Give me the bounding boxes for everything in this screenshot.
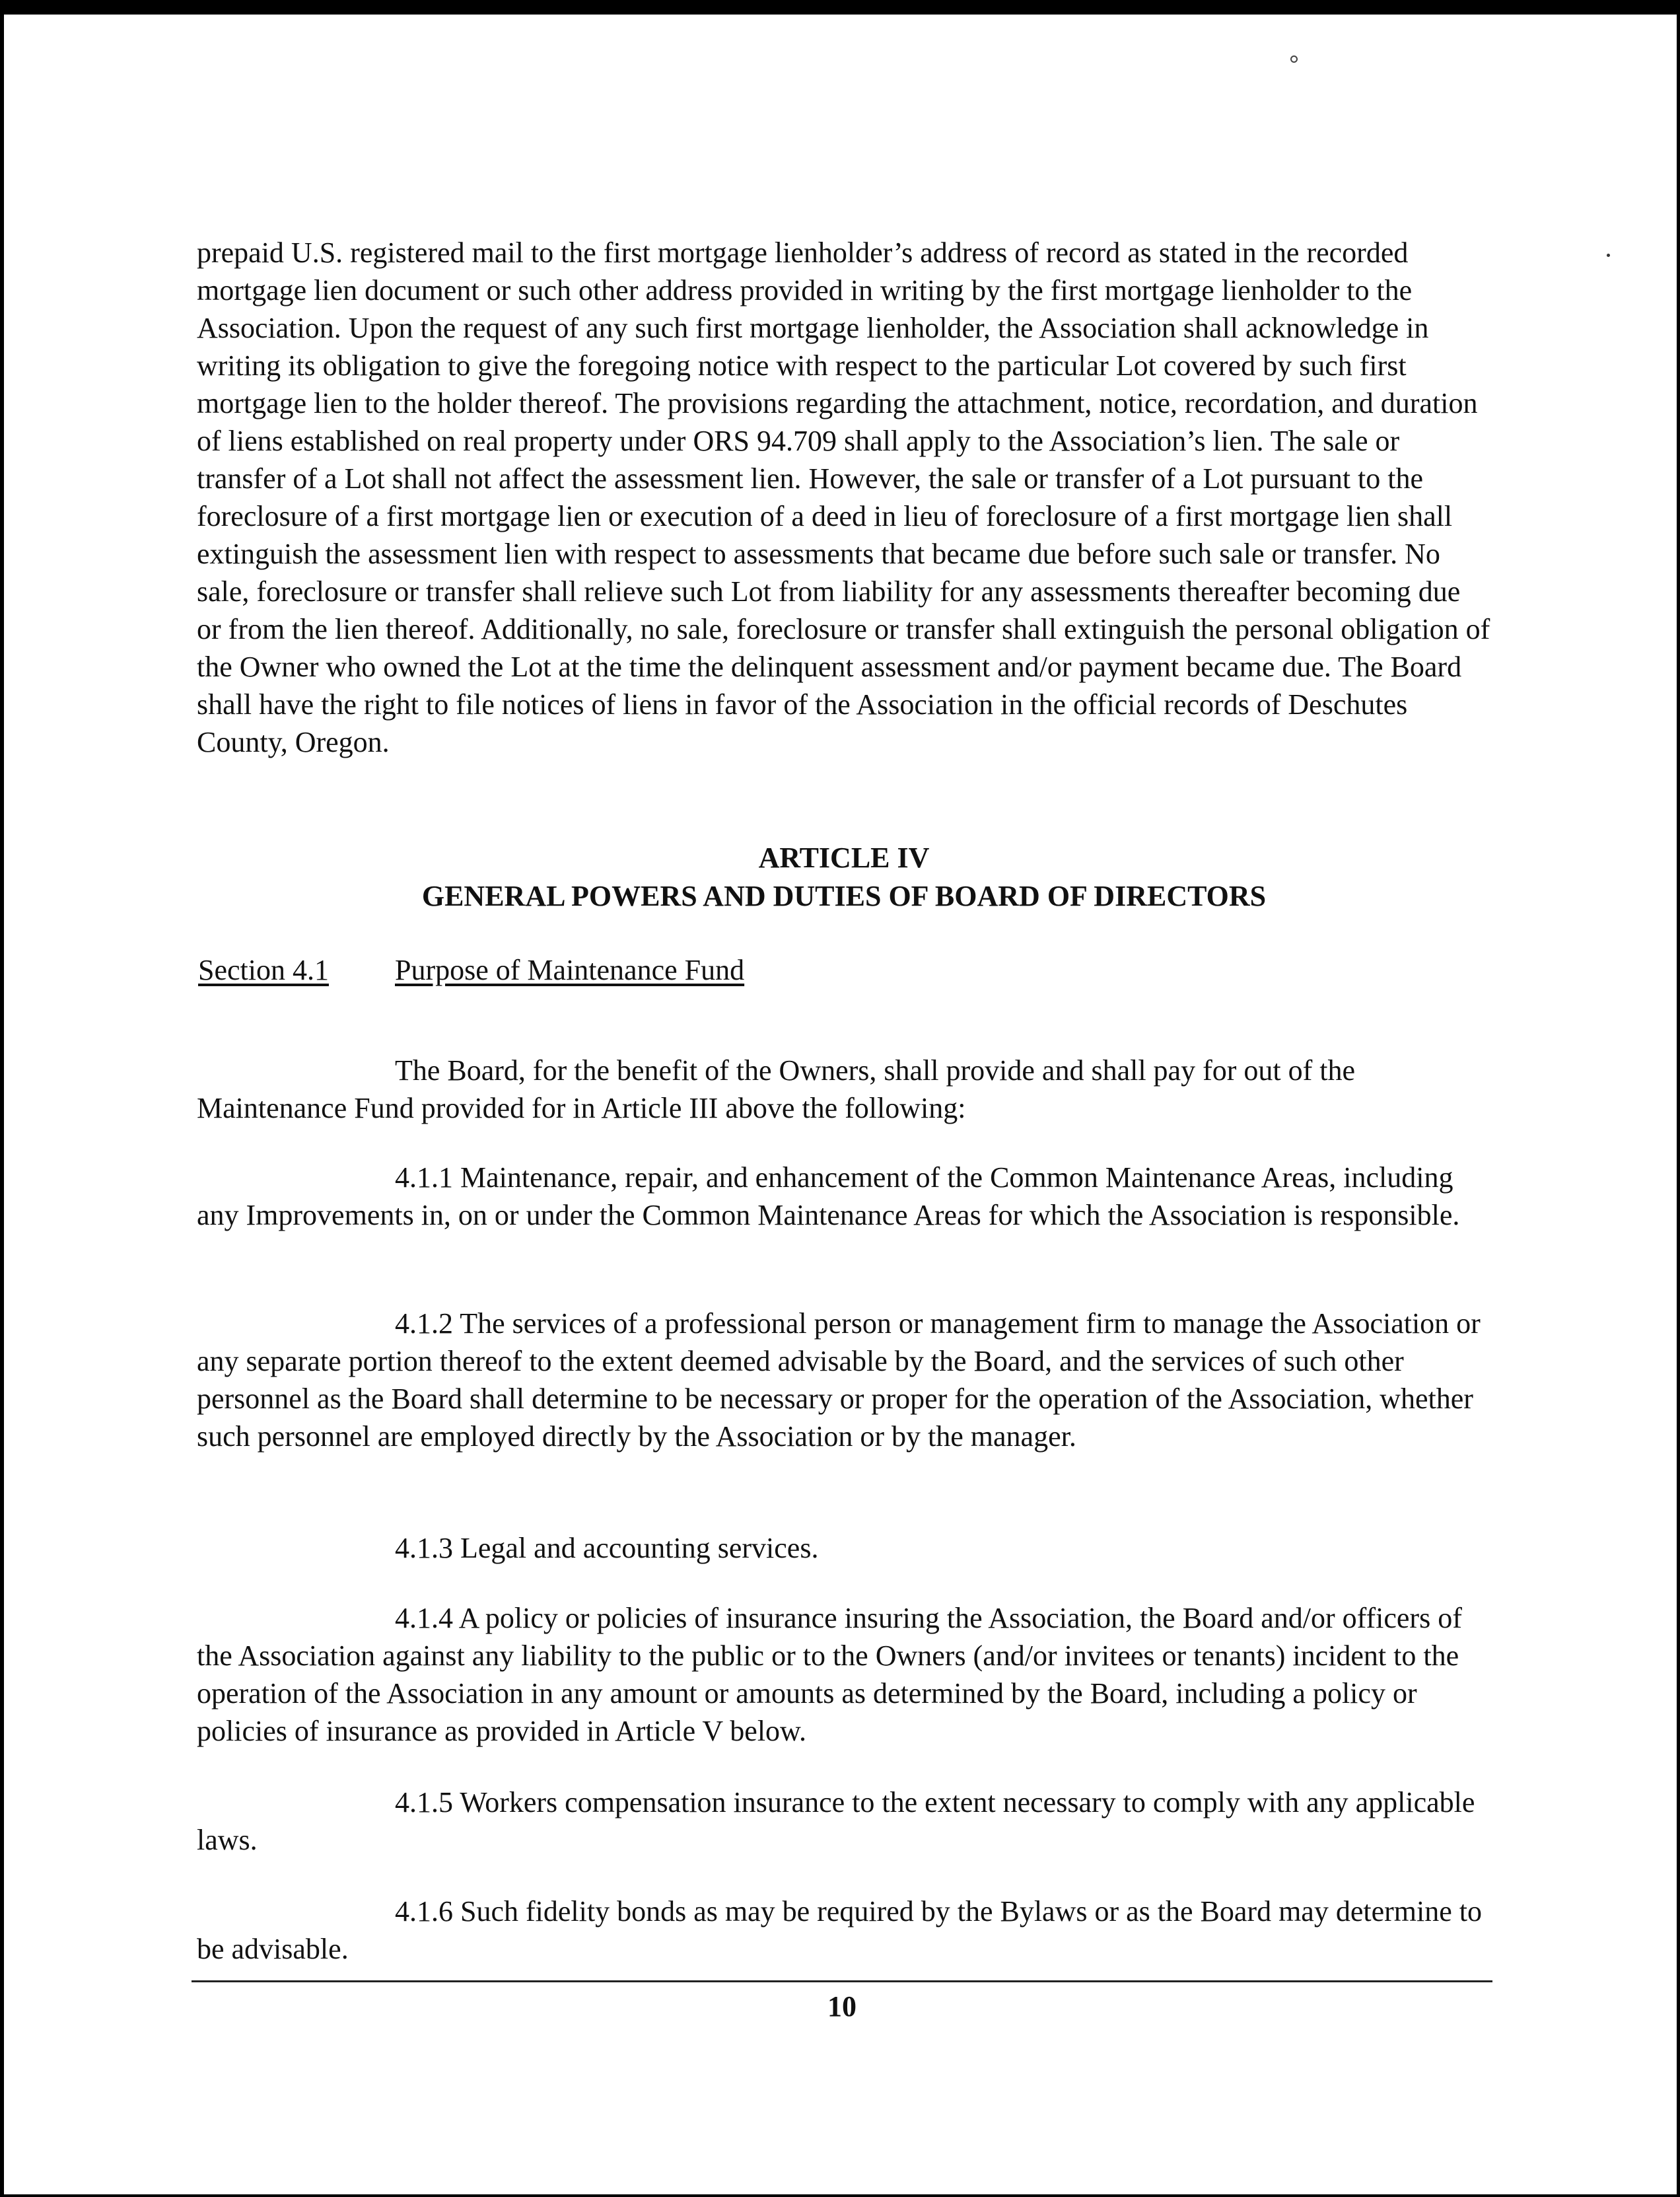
scan-top-border [0,0,1680,15]
footer-rule [192,1980,1492,1982]
scan-right-border [1677,0,1680,2197]
scan-speck [1290,55,1298,63]
article-number: ARTICLE IV [758,842,930,874]
section-title: Purpose of Maintenance Fund [395,954,745,986]
article-title: GENERAL POWERS AND DUTIES OF BOARD OF DIRECTORS [421,880,1267,912]
paragraph-4-1-5: 4.1.5 Workers compensation insurance to the extent necessary to comply with any applicable laws. [197,1786,1475,1856]
intro-paragraph: The Board, for the benefit of the Owners, shall provide and shall pay for out of the Maintenance Fund provided for in Article III above the following: [197,1054,1356,1124]
paragraph-4-1-4: 4.1.4 A policy or policies of insurance insuring the Association, the Board and/or officers of the Association against any liability to the public or to the Owners (and/or invitees or tenants) incident to the operation of the Association in any amount or amounts as determined by the Board, including a policy or policies of insurance as provided in Article V below. [197,1602,1462,1747]
paragraph-4-1-6: 4.1.6 Such fidelity bonds as may be required by the Bylaws or as the Board may determine to be advisable. [197,1895,1482,1965]
section-number: Section 4.1 [198,954,329,986]
body-paragraph: prepaid U.S. registered mail to the first mortgage lienholder’s address of record as stated in the recorded mortgage lien document or such other address provided in writing by the first mortgage lienholder to the Association. Upon the request of any such first mortgage lienholder, the Association shall acknowledge in writing its obligation to give the foregoing notice with respect to the particular Lot covered by such first mortgage lien to the holder thereof. The provisions regarding the attachment, notice, recordation, and duration of liens established on real property under ORS 94.709 shall apply to the Association’s lien. The sale or transfer of a Lot shall not affect the assessment lien. However, the sale or transfer of a Lot pursuant to the foreclosure of a first mortgage lien or execution of a deed in lieu of foreclosure of a first mortgage lien shall extinguish the assessment lien with respect to assessments that became due before such sale or transfer. No sale, foreclosure or transfer shall relieve such Lot from liability for any assessments thereafter becoming due or from the lien thereof. Additionally, no sale, foreclosure or transfer shall extinguish the personal obligation of the Owner who owned the Lot at the time the delinquent assessment and/or payment became due. The Board shall have the right to file notices of liens in favor of the Association in the official records of Deschutes County, Oregon. [197,236,1490,758]
scan-speck [1607,254,1610,257]
paragraph-4-1-2: 4.1.2 The services of a professional person or management firm to manage the Association or any separate portion thereof to the extent deemed advisable by the Board, and the services of such other personnel as the Board shall determine to be necessary or proper for the operation of the Association, whether such personnel are employed directly by the Association or by the manager. [197,1307,1481,1453]
page-number: 10 [827,1990,857,2023]
scan-left-border [0,0,4,2197]
scan-bottom-border [0,2194,1680,2197]
paragraph-4-1-1: 4.1.1 Maintenance, repair, and enhancement of the Common Maintenance Areas, including any Improvements in, on or under the Common Maintenance Areas for which the Association is responsible. [197,1161,1460,1231]
paragraph-4-1-3: 4.1.3 Legal and accounting services. [395,1532,819,1564]
